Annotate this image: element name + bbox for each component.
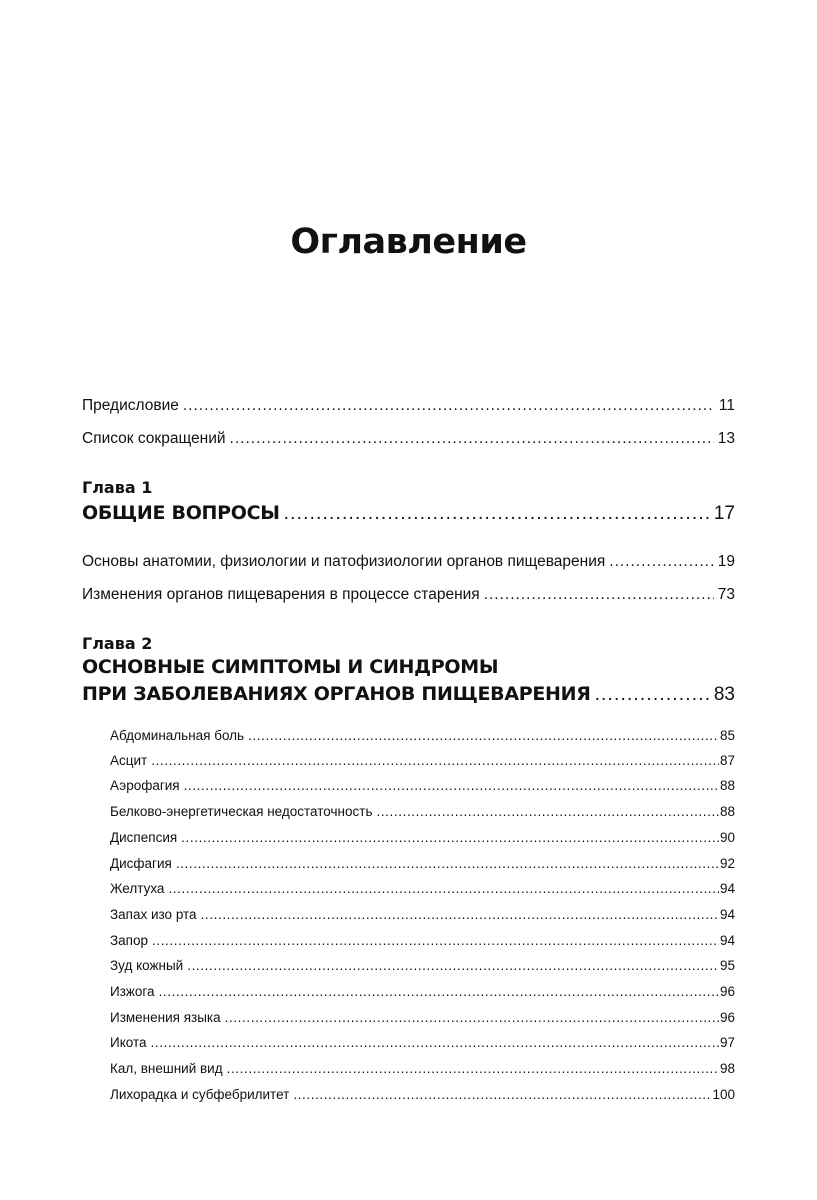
toc-entry-page: 92 xyxy=(719,856,735,871)
toc-entry-page: 11 xyxy=(718,397,735,414)
toc-subentry[interactable] xyxy=(110,881,735,896)
dot-leader xyxy=(183,397,715,415)
chapter-1-heading[interactable] xyxy=(82,502,735,525)
dot-leader xyxy=(248,728,719,743)
toc-entry-page: 100 xyxy=(712,1087,735,1102)
toc-entry-label: Аэрофагия xyxy=(110,778,180,793)
toc-entry-page: 97 xyxy=(719,1035,735,1050)
dot-leader xyxy=(227,1061,719,1076)
dot-leader xyxy=(184,778,719,793)
toc-subentry[interactable] xyxy=(110,778,735,793)
toc-entry-label: Изменения языка xyxy=(110,1010,221,1025)
toc-entry-label: Дисфагия xyxy=(110,856,172,871)
toc-entry-page: 85 xyxy=(719,728,735,743)
toc-entry-label: Асцит xyxy=(110,753,148,768)
dot-leader xyxy=(484,586,714,604)
toc-entry-label: Белково-энергетическая недостаточность xyxy=(110,804,373,819)
chapter-1-label: Глава 1 xyxy=(82,478,153,497)
toc-entry-label: Запах изо рта xyxy=(110,907,197,922)
toc-entry-page: 96 xyxy=(719,984,735,999)
toc-subentry[interactable] xyxy=(110,1061,735,1076)
dot-leader xyxy=(230,430,714,448)
dot-leader xyxy=(225,1010,719,1025)
toc-entry-label: Зуд кожный xyxy=(110,958,184,973)
toc-subentry[interactable] xyxy=(110,753,735,768)
toc-entry-page: 88 xyxy=(719,778,735,793)
dot-leader xyxy=(293,1087,711,1102)
toc-entry-label: Кал, внешний вид xyxy=(110,1061,223,1076)
dot-leader xyxy=(151,1035,719,1050)
toc-entry-page: 94 xyxy=(719,907,735,922)
toc-entry-label: Диспепсия xyxy=(110,830,178,845)
toc-entry-label: Запор xyxy=(110,933,148,948)
dot-leader xyxy=(284,503,710,525)
toc-entry-label: Предисловие xyxy=(82,397,179,414)
toc-entry-page: 13 xyxy=(717,430,735,447)
toc-entry-abbreviations[interactable] xyxy=(82,430,735,448)
chapter-2-label: Глава 2 xyxy=(82,634,153,653)
toc-entry-page: 95 xyxy=(719,958,735,973)
toc-entry-page: 94 xyxy=(719,881,735,896)
dot-leader xyxy=(159,984,719,999)
dot-leader xyxy=(201,907,719,922)
toc-entry-label: Абдоминальная боль xyxy=(110,728,245,743)
toc-entry-label: Желтуха xyxy=(110,881,165,896)
toc-entry-page: 90 xyxy=(719,830,735,845)
toc-subentry[interactable] xyxy=(110,856,735,871)
toc-subentry[interactable] xyxy=(110,933,735,948)
toc-entry-page: 19 xyxy=(717,553,735,570)
toc-entry-page: 94 xyxy=(719,933,735,948)
toc-entry-label: Изменения органов пищеварения в процессе старения xyxy=(82,586,480,603)
toc-subentry[interactable] xyxy=(110,804,735,819)
dot-leader xyxy=(168,881,719,896)
toc-entry-label: Икота xyxy=(110,1035,147,1050)
dot-leader xyxy=(376,804,718,819)
chapter-2-title-line-1: ОСНОВНЫЕ СИМПТОМЫ И СИНДРОМЫ xyxy=(82,656,499,678)
toc-entry-label: Лихорадка и субфебрилитет xyxy=(110,1087,290,1102)
toc-entry-label: Основы анатомии, физиологии и патофизиологии органов пищеварения xyxy=(82,553,606,570)
toc-entry-preface[interactable] xyxy=(82,397,735,415)
toc-subentry[interactable] xyxy=(110,1010,735,1025)
dot-leader xyxy=(176,856,719,871)
dot-leader xyxy=(187,958,719,973)
dot-leader xyxy=(152,933,719,948)
dot-leader xyxy=(609,553,713,571)
toc-entry-page: 73 xyxy=(717,586,735,603)
toc-entry-page: 88 xyxy=(719,804,735,819)
chapter-2-heading[interactable] xyxy=(82,683,735,706)
chapter-1-page: 17 xyxy=(713,503,735,524)
toc-entry-page: 96 xyxy=(719,1010,735,1025)
toc-subentry[interactable] xyxy=(110,984,735,999)
dot-leader xyxy=(181,830,719,845)
toc-subentry[interactable] xyxy=(110,958,735,973)
toc-subentry[interactable] xyxy=(110,830,735,845)
dot-leader xyxy=(595,684,710,706)
toc-subentry[interactable] xyxy=(110,1035,735,1050)
chapter-2-title-line-2: ПРИ ЗАБОЛЕВАНИЯХ ОРГАНОВ ПИЩЕВАРЕНИЯ xyxy=(82,683,591,705)
toc-entry-label: Список сокращений xyxy=(82,430,226,447)
toc-subentry[interactable] xyxy=(110,1087,735,1102)
toc-entry[interactable] xyxy=(82,553,735,571)
chapter-1-title: ОБЩИЕ ВОПРОСЫ xyxy=(82,502,280,524)
toc-entry-page: 98 xyxy=(719,1061,735,1076)
page-title: Оглавление xyxy=(290,222,527,262)
dot-leader xyxy=(151,753,719,768)
toc-entry[interactable] xyxy=(82,586,735,604)
toc-subentry[interactable] xyxy=(110,907,735,922)
chapter-2-page: 83 xyxy=(713,684,735,705)
toc-entry-label: Изжога xyxy=(110,984,155,999)
toc-entry-page: 87 xyxy=(719,753,735,768)
toc-subentry[interactable] xyxy=(110,728,735,743)
